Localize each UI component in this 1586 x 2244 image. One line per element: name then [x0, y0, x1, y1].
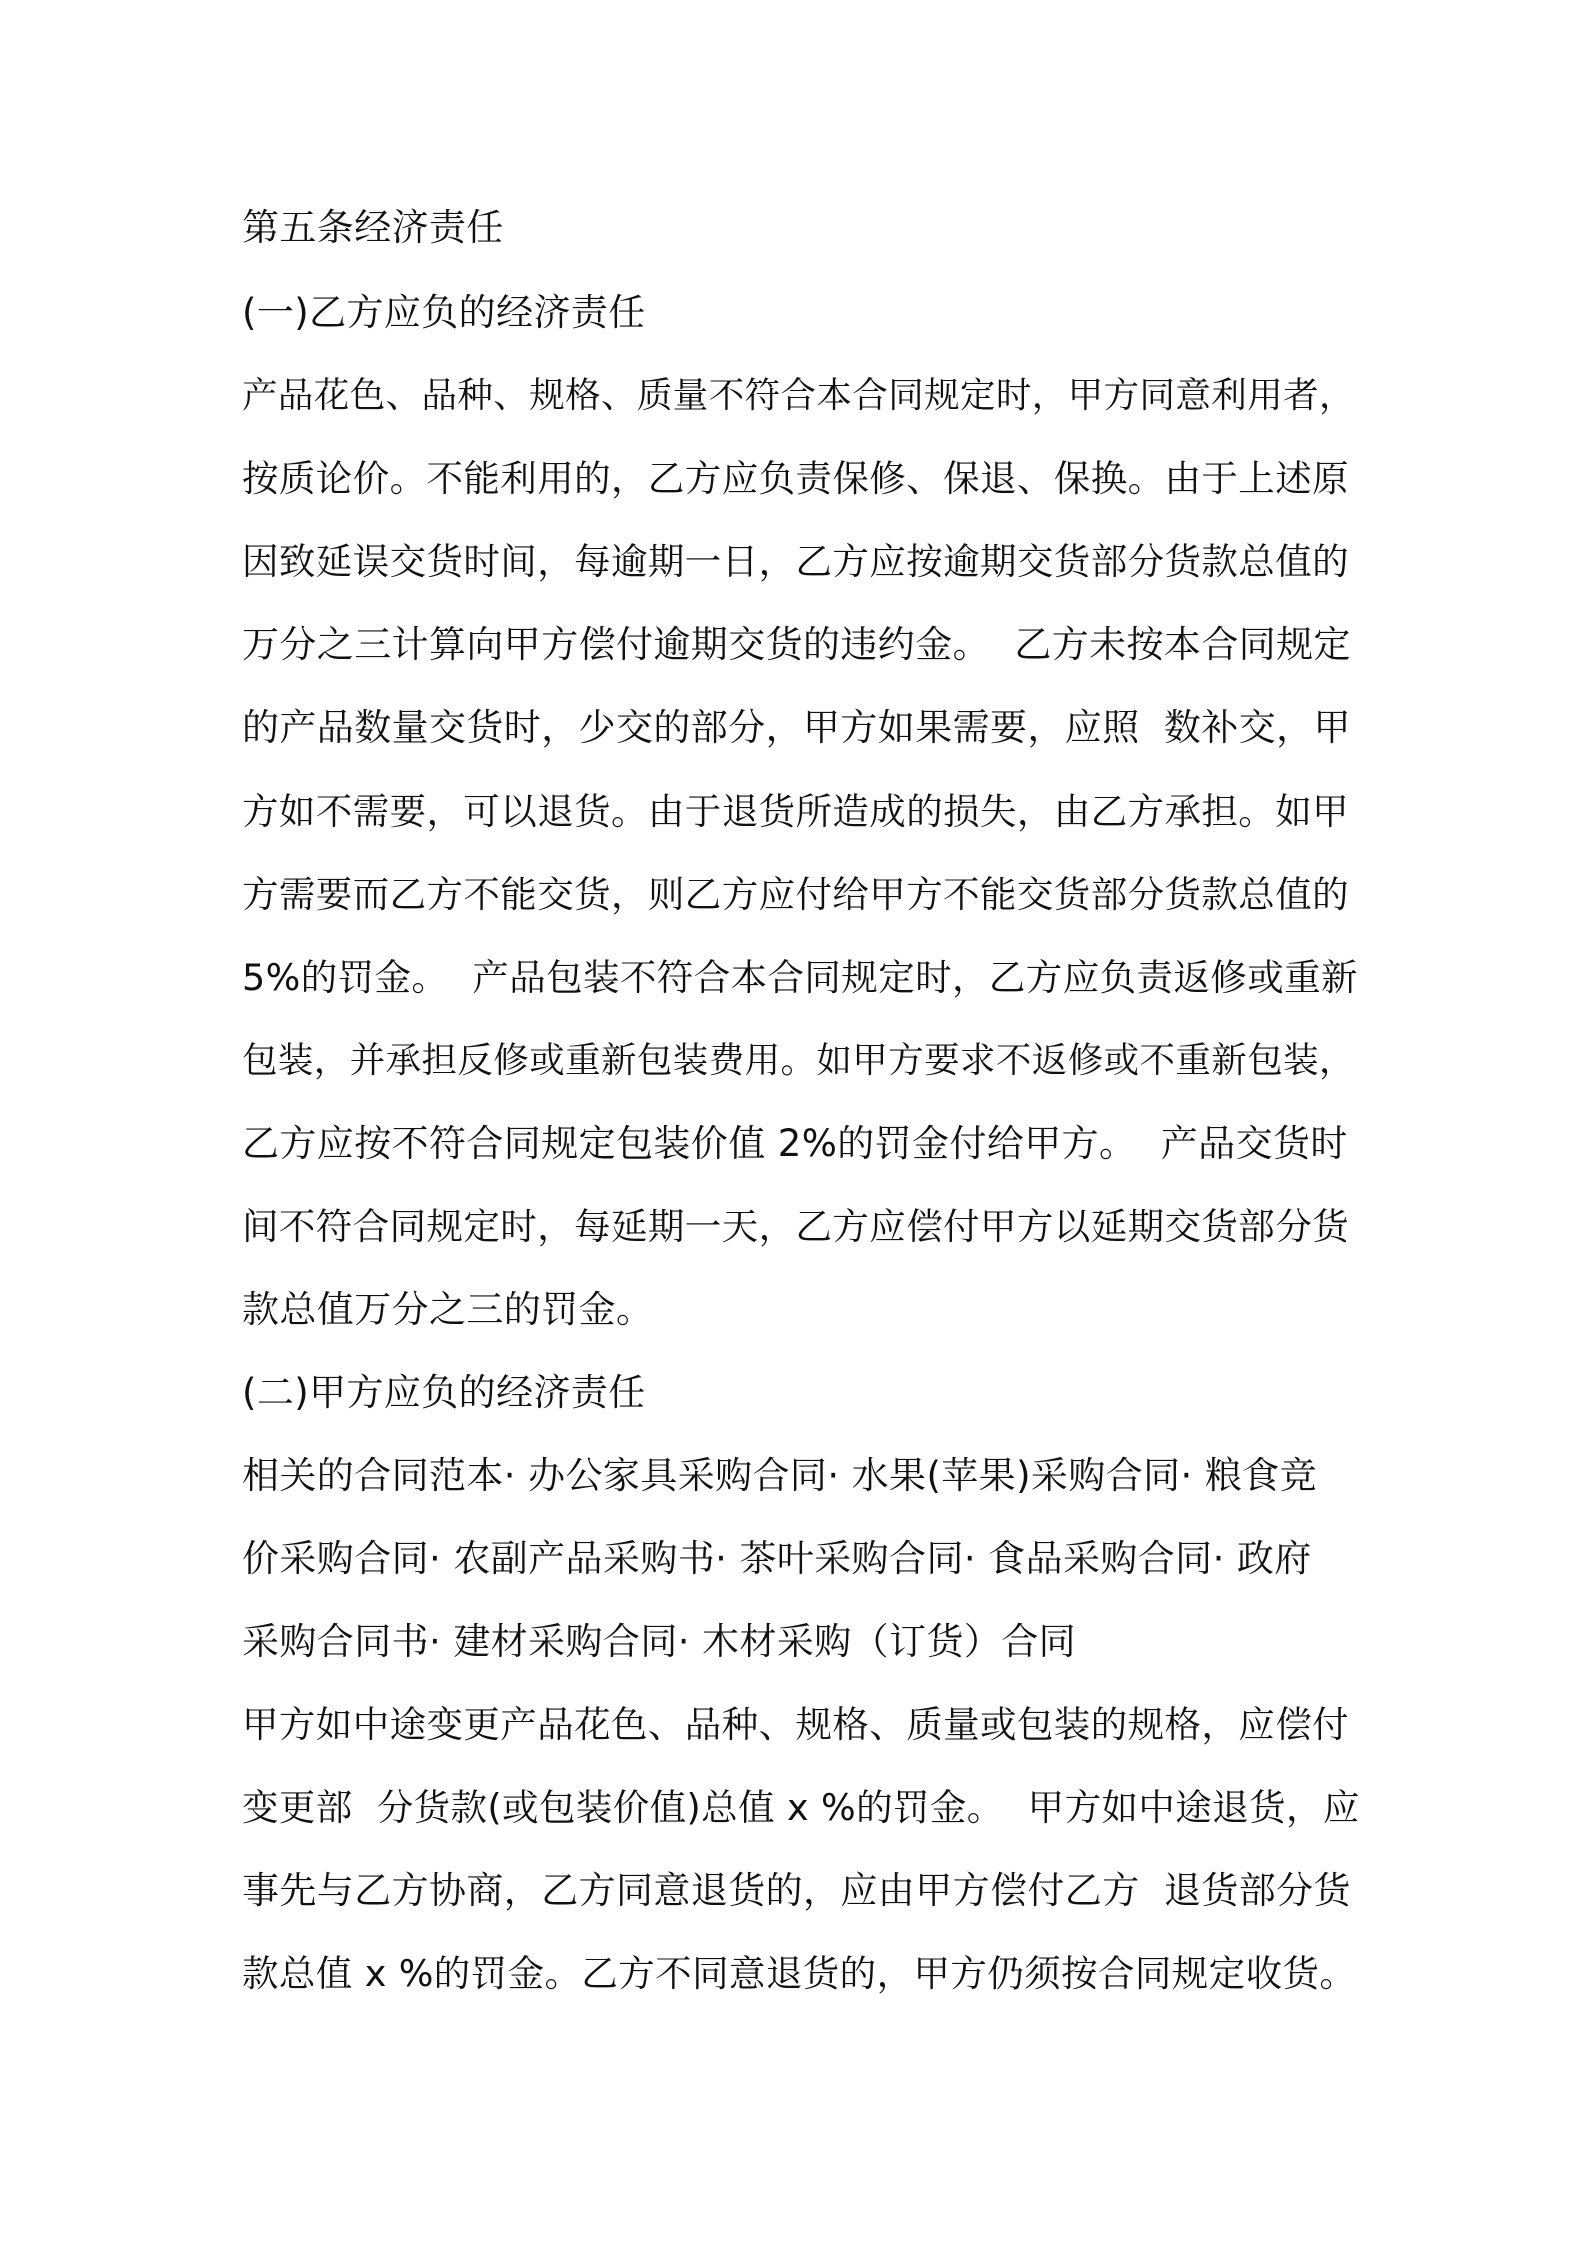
- paragraph-line: 甲方如中途变更产品花色、品种、规格、质量或包装的规格，应偿付: [242, 1703, 1349, 1746]
- paragraph-line: 乙方应按不符合同规定包装价值 2%的罚金付给甲方。 产品交货时: [242, 1122, 1348, 1165]
- subsection-heading-party-b: (一)乙方应负的经济责任: [242, 291, 646, 334]
- related-templates-line: 采购合同书· 建材采购合同· 木材采购（订货）合同: [242, 1620, 1077, 1663]
- paragraph-line: 包装，并承担反修或重新包装费用。如甲方要求不返修或不重新包装，: [242, 1040, 1355, 1081]
- paragraph-line: 款总值万分之三的罚金。: [242, 1288, 654, 1331]
- section-heading: 第五条经济责任: [242, 206, 504, 249]
- related-templates-line: 相关的合同范本· 办公家具采购合同· 水果(苹果)采购合同· 粮食竞: [242, 1454, 1318, 1497]
- paragraph-line: 的产品数量交货时，少交的部分，甲方如果需要，应照 数补交，甲: [242, 706, 1351, 749]
- related-templates-line: 价采购合同· 农副产品采购书· 茶叶采购合同· 食品采购合同· 政府: [242, 1537, 1312, 1580]
- paragraph-line: 产品花色、品种、规格、质量不符合本合同规定时，甲方同意利用者，: [242, 375, 1355, 416]
- subsection-heading-party-a: (二)甲方应负的经济责任: [242, 1371, 646, 1414]
- paragraph-line: 间不符合同规定时，每延期一天，乙方应偿付甲方以延期交货部分货: [242, 1205, 1349, 1248]
- paragraph-line: 因致延误交货时间，每逾期一日，乙方应按逾期交货部分货款总值的: [242, 540, 1349, 583]
- paragraph-line: 按质论价。不能利用的，乙方应负责保修、保退、保换。由于上述原: [242, 457, 1349, 500]
- paragraph-line: 事先与乙方协商，乙方同意退货的，应由甲方偿付乙方 退货部分货: [242, 1869, 1351, 1912]
- paragraph-line: 5%的罚金。 产品包装不符合本合同规定时，乙方应负责返修或重新: [242, 956, 1358, 999]
- paragraph-line: 方如不需要，可以退货。由于退货所造成的损失，由乙方承担。如甲: [242, 790, 1349, 833]
- paragraph-line: 万分之三计算向甲方偿付逾期交货的违约金。 乙方未按本合同规定: [242, 623, 1351, 666]
- paragraph-line: 款总值 x %的罚金。乙方不同意退货的，甲方仍须按合同规定收货。: [242, 1952, 1357, 1995]
- paragraph-line: 变更部 分货款(或包装价值)总值 x %的罚金。 甲方如中途退货，应: [242, 1786, 1360, 1829]
- paragraph-line: 方需要而乙方不能交货，则乙方应付给甲方不能交货部分货款总值的: [242, 873, 1349, 916]
